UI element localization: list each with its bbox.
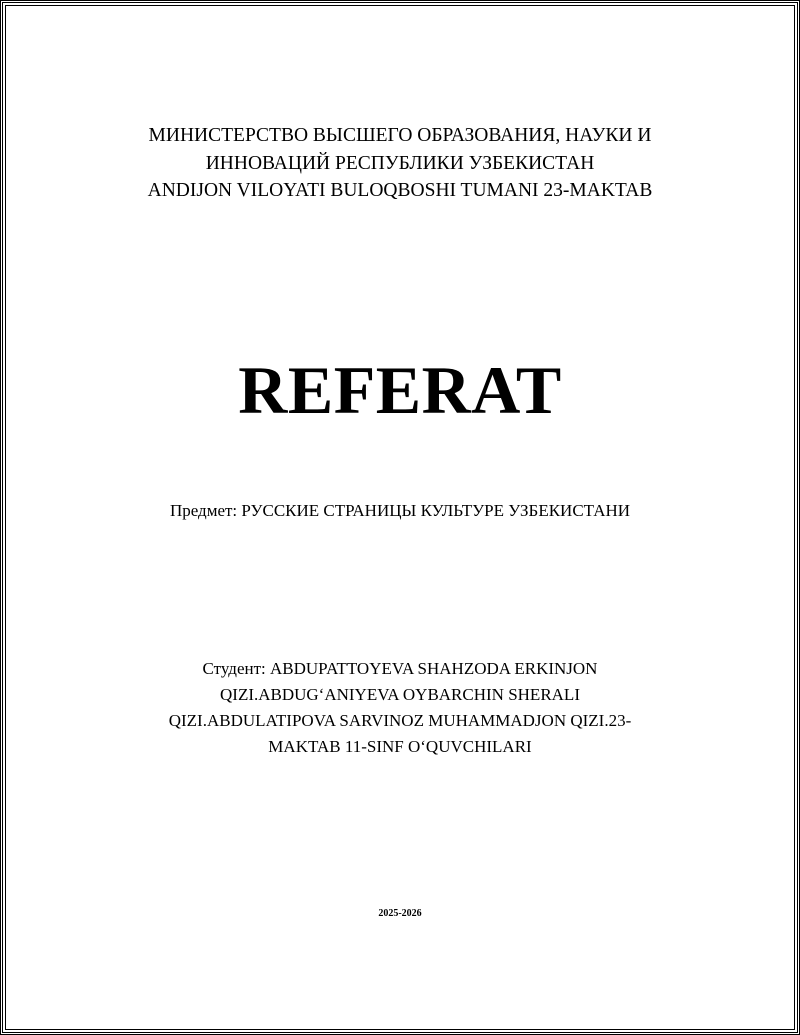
subject-line xyxy=(0,499,800,523)
header-line-1: МИНИСТЕРСТВО ВЫСШЕГО ОБРАЗОВАНИЯ, НАУКИ И xyxy=(148,125,652,146)
academic-year: 2025-2026 xyxy=(378,908,422,919)
header-line-2: ИННОВАЦИЙ РЕСПУБЛИКИ УЗБЕКИСТАН xyxy=(205,152,595,174)
student-line-3: QIZI.ABDULATIPOVA SARVINOZ MUHAMMADJON QIZI.23- xyxy=(168,711,632,730)
student-names-1: ABDUPATTOYEVA SHAHZODA ERKINJON xyxy=(270,659,598,678)
subject-label: Предмет: xyxy=(169,501,238,520)
institution-header xyxy=(0,122,800,205)
student-line-1 xyxy=(0,656,800,682)
student-label: Студент: xyxy=(202,659,266,678)
document-title: REFERAT xyxy=(238,352,562,428)
student-block xyxy=(0,656,800,760)
subject-value: РУССКИЕ СТРАНИЦЫ КУЛЬТУРЕ УЗБЕКИСТАНИ xyxy=(241,501,631,520)
header-line-3: ANDIJON VILOYATI BULOQBOSHI TUMANI 23-MAKTAB xyxy=(147,180,653,201)
student-line-2: QIZI.ABDUG‘ANIYEVA OYBARCHIN SHERALI xyxy=(220,685,580,704)
student-line-4: MAKTAB 11-SINF O‘QUVCHILARI xyxy=(268,737,532,756)
